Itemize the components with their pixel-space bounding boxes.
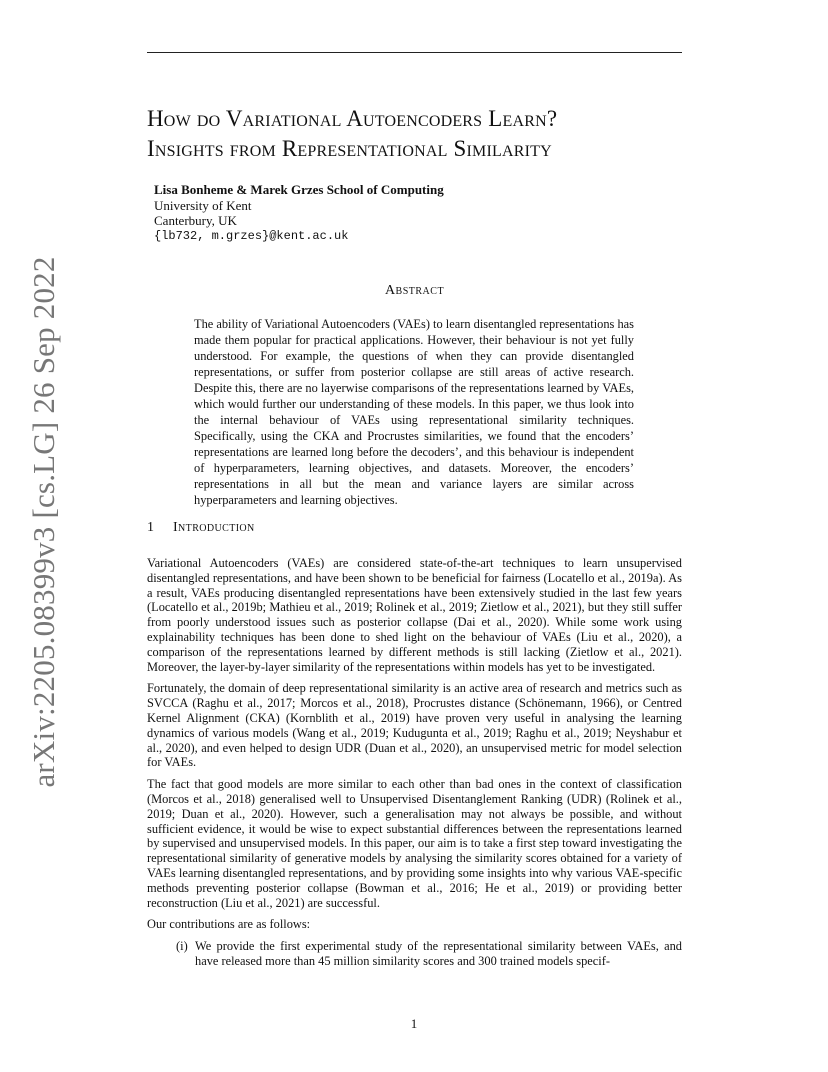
abstract-text: The ability of Variational Autoencoders (VAEs) to learn disentangled representations has made them popular for practical applications. However, their behaviour is not yet fully understood. For example, the questions of when they can provide disentangled representations, or suffer from posterior collapse are still areas of active research. Despite this, there are no layerwise comparisons of the representations learned by VAEs, which would further our understanding of these models. In this paper, we thus look into the internal behaviour of VAEs using representational similarity techniques. Specifically, using the CKA and Procrustes similarities, we found that the encoders’ representations are learned long before the decoders’, and this behaviour is independent of hyperparameters, learning objectives, and datasets. Moreover, the encoders’ representations in all but the mean and variance layers are similar across hyperparameters and learning objectives.	[194, 317, 634, 507]
section-number: 1	[147, 520, 155, 535]
author-names: Lisa Bonheme & Marek Grzes School of Computing	[154, 182, 444, 197]
top-rule	[147, 52, 682, 53]
paragraph: Variational Autoencoders (VAEs) are considered state-of-the-art techniques to learn unsupervised disentangled representations, and have been shown to be beneficial for fairness (Locatello et al., 2019a). As a result, VAEs producing disentangled representations have been extensively studied in the last few years (Locatello et al., 2019b; Mathieu et al., 2019; Rolinek et al., 2019; Zietlow et al., 2021), but they still suffer from poorly understood issues such as posterior collapse (Dai et al., 2020). While some work using explainability techniques has been done to shed light on the behaviour of VAEs (Liu et al., 2020), a comparison of the representations learned by different methods is still lacking (Zietlow et al., 2021). Moreover, the layer-by-layer similarity of the representations within models has yet to be investigated.	[147, 556, 682, 674]
list-item	[147, 939, 682, 969]
arxiv-identifier: arXiv:2205.08399v3 [cs.LG] 26 Sep 2022	[26, 256, 61, 788]
author-email: {lb732, m.grzes}@kent.ac.uk	[154, 228, 349, 243]
paragraph: The fact that good models are more similar to each other than bad ones in the context of classification (Morcos et al., 2018) generalised well to Unsupervised Disentanglement Ranking (UDR) (Rolinek et al., 2019; Duan et al., 2020). However, such a generalisation may not always be possible, and without sufficient evidence, it would be wise to expect substantial differences between the representations learned by supervised and unsupervised models. In this paper, our aim is to take a first step toward investigating the representational similarity of generative models by analysing the similarity scores obtained for a variety of VAEs learning disentangled representations, and by providing some insights into why various VAE-specific methods preventing posterior collapse (Bowman et al., 2016; He et al., 2019) or providing better reconstruction (Liu et al., 2021) are successful.	[147, 777, 682, 910]
abstract-heading: Abstract	[384, 283, 445, 298]
paragraph: Our contributions are as follows:	[147, 917, 311, 932]
author-affiliation: University of Kent	[154, 197, 252, 213]
title-line-1: How do Variational Autoencoders Learn?	[147, 106, 558, 131]
contributions-list	[147, 939, 682, 969]
introduction-body	[147, 556, 682, 969]
list-item-text: We provide the first experimental study of the representational similarity between VAEs, and have released more than 45 million similarity scores and 300 trained models specif-	[195, 939, 682, 968]
page-number: 1	[410, 1016, 418, 1031]
list-item-marker: (i)	[176, 939, 188, 954]
section-heading	[147, 520, 255, 536]
paragraph: Fortunately, the domain of deep representational similarity is an active area of research and metrics such as SVCCA (Raghu et al., 2017; Morcos et al., 2018), Procrustes distance (Schönemann, 1966), or Centred Kernel Alignment (CKA) (Kornblith et al., 2019) have proven very useful in analysing the learning dynamics of various models (Wang et al., 2019; Kudugunta et al., 2019; Raghu et al., 2019; Neyshabur et al., 2020), and even helped to design UDR (Duan et al., 2020), an unsupervised metric for model selection for VAEs.	[147, 681, 682, 770]
author-block	[154, 182, 444, 244]
title-line-2: Insights from Representational Similarity	[147, 136, 552, 161]
paper-title	[147, 104, 707, 164]
author-location: Canterbury, UK	[154, 213, 237, 228]
section-title: Introduction	[173, 520, 255, 535]
